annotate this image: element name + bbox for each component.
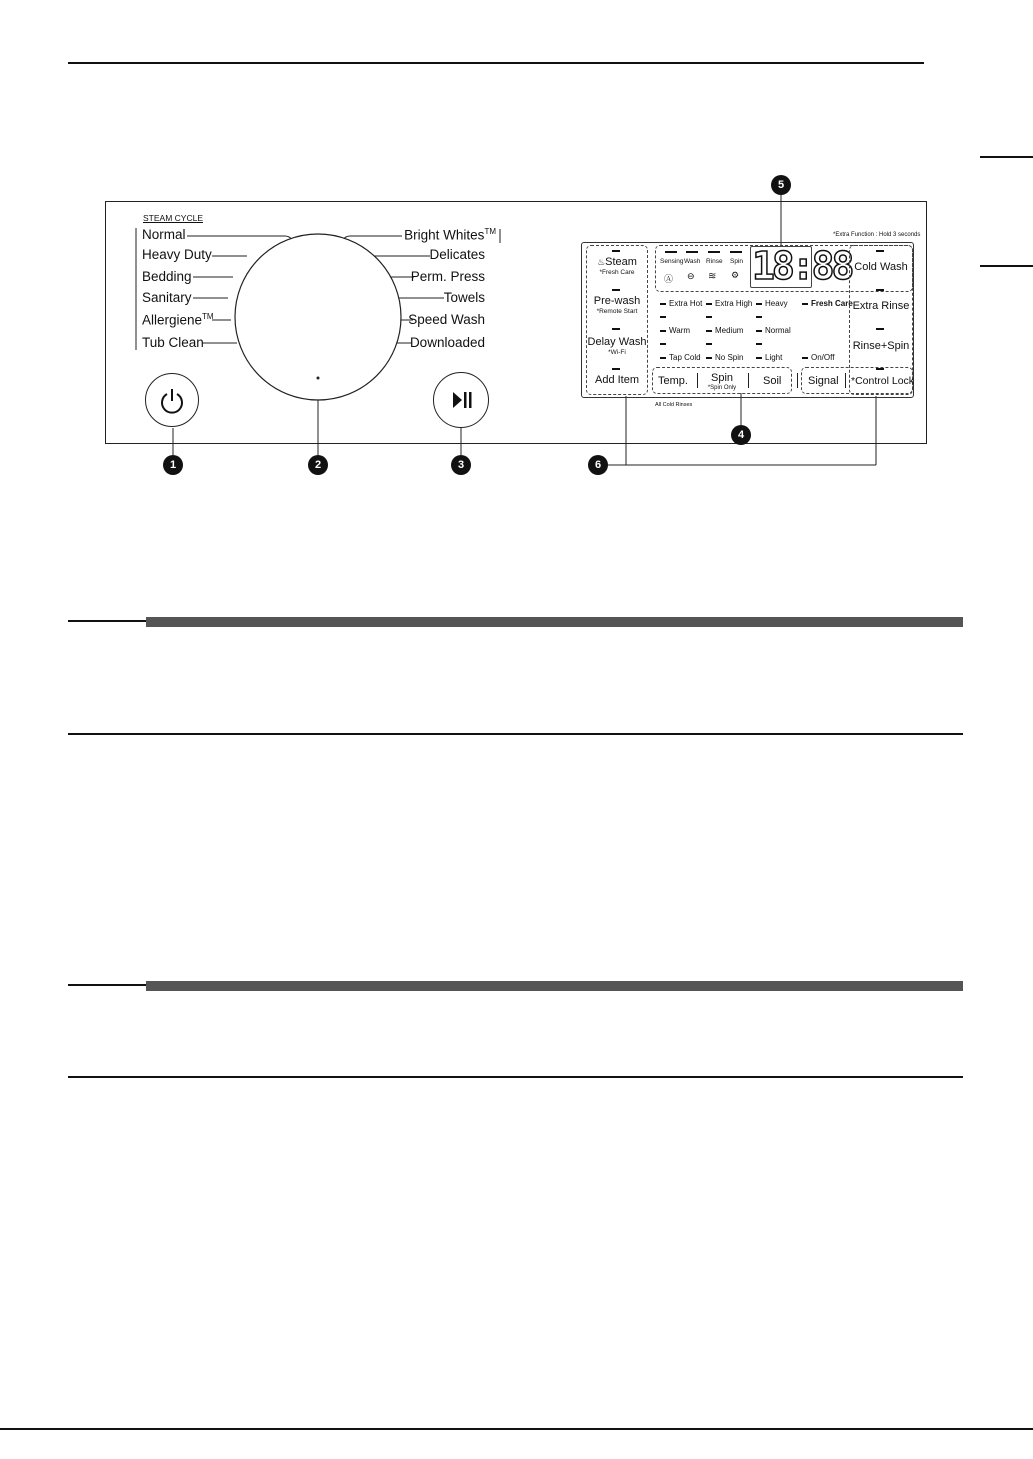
cycle-bright-whites-label: Bright Whites [404, 227, 485, 243]
time-digits: 18:88 [752, 244, 852, 288]
fresh-care-sub: *Fresh Care [599, 269, 635, 276]
trademark-mark: TM [484, 227, 496, 236]
section-rule-3 [68, 984, 148, 986]
section-rule-1 [68, 620, 148, 622]
temp-led-2 [660, 316, 666, 318]
power-button[interactable] [145, 373, 199, 427]
lock-icon: ⊖ [687, 272, 695, 282]
cycle-downloaded[interactable]: Downloaded [409, 335, 485, 350]
wifi-icon: ≋ [708, 271, 717, 282]
wifi-sub: *Wi-Fi [608, 349, 626, 356]
divider [748, 373, 749, 388]
play-pause-icon [434, 373, 488, 427]
divider [845, 373, 846, 388]
prewash-button[interactable]: Pre-wash [593, 295, 641, 307]
steam-cycle-label: STEAM CYCLE [143, 213, 203, 223]
steam-icon: ♨ [597, 257, 606, 267]
spin-extra-high: Extra High [706, 299, 752, 308]
spin-only-sub: *Spin Only [707, 385, 737, 391]
spin-no-spin: No Spin [706, 353, 743, 362]
status-rinse: Rinse [706, 258, 723, 265]
status-wash: Wash [684, 258, 701, 265]
extra-rinse-button[interactable]: Extra Rinse [852, 300, 910, 312]
callout-4: 4 [731, 425, 751, 445]
delay-wash-button[interactable]: Delay Wash [587, 336, 647, 348]
temp-tap-cold: Tap Cold [660, 353, 701, 362]
cycle-allergiene-label: Allergiene [142, 312, 203, 328]
cycle-bedding[interactable]: Bedding [142, 269, 192, 284]
cycle-normal[interactable]: Normal [142, 227, 186, 242]
add-item-led [612, 368, 620, 370]
section-rule-4 [68, 1076, 963, 1078]
ai-icon: Ⓐ [664, 275, 674, 285]
temp-button[interactable]: Temp. [658, 375, 688, 387]
cycle-perm-press[interactable]: Perm. Press [410, 269, 485, 284]
soil-normal: Normal [756, 326, 791, 335]
wash-led [686, 251, 698, 253]
cycle-sanitary[interactable]: Sanitary [142, 290, 192, 305]
on-off-indicator: On/Off [802, 353, 834, 362]
steam-led [612, 250, 620, 252]
callout-3: 3 [451, 455, 471, 475]
prewash-led [612, 289, 620, 291]
rinse-led [708, 251, 720, 253]
spin-led [730, 251, 742, 253]
soil-led-4 [756, 343, 762, 345]
callout-5: 5 [771, 175, 791, 195]
spin-button[interactable]: Spin [710, 372, 734, 384]
section-rule-2 [68, 733, 963, 735]
cycle-bright-whites[interactable] [404, 227, 496, 243]
cycle-allergiene[interactable] [142, 312, 214, 328]
remote-icon: ⚙ [731, 271, 740, 281]
callout-2: 2 [308, 455, 328, 475]
bottom-rule [0, 1428, 1033, 1430]
all-cold-rinses-label: All Cold Rinses [655, 402, 693, 408]
section-bar-1 [146, 617, 963, 627]
status-sensing: Sensing [660, 258, 684, 265]
section-bar-2 [146, 981, 963, 991]
start-pause-button[interactable] [433, 372, 489, 428]
delay-wash-led [612, 328, 620, 330]
spin-led-2 [706, 316, 712, 318]
control-lock-button[interactable]: *Control Lock [851, 375, 915, 387]
soil-led-2 [756, 316, 762, 318]
trademark-mark: TM [202, 312, 214, 321]
sensing-led [665, 251, 677, 253]
spin-medium: Medium [706, 326, 743, 335]
power-icon [146, 374, 198, 426]
divider [697, 373, 698, 388]
rinse-spin-button[interactable]: Rinse+Spin [852, 340, 910, 352]
soil-light: Light [756, 353, 782, 362]
steam-button-label: Steam [605, 256, 637, 268]
signal-button[interactable]: Signal [808, 375, 839, 387]
cold-wash-button[interactable]: Cold Wash [854, 261, 908, 273]
cycle-speed-wash[interactable]: Speed Wash [408, 312, 485, 327]
callout-1: 1 [163, 455, 183, 475]
cycle-tub-clean[interactable]: Tub Clean [142, 335, 204, 350]
temp-warm: Warm [660, 326, 690, 335]
remote-start-sub: *Remote Start [596, 308, 638, 315]
temp-led-4 [660, 343, 666, 345]
steam-button[interactable] [586, 256, 648, 268]
cycle-heavy-duty[interactable]: Heavy Duty [142, 247, 212, 262]
cold-wash-led [876, 250, 884, 252]
spin-led-4 [706, 343, 712, 345]
divider [797, 373, 798, 388]
fresh-care-indicator: Fresh Care [802, 299, 853, 308]
extra-rinse-led [876, 289, 884, 291]
cycle-towels[interactable]: Towels [443, 290, 485, 305]
add-item-button[interactable]: Add Item [594, 374, 640, 386]
cycle-delicates[interactable]: Delicates [429, 247, 485, 262]
extra-function-note: *Extra Function : Hold 3 seconds [833, 232, 921, 238]
callout-6: 6 [588, 455, 608, 475]
soil-heavy: Heavy [756, 299, 788, 308]
status-spin: Spin [730, 258, 744, 265]
rinse-spin-led [876, 328, 884, 330]
temp-extra-hot: Extra Hot [660, 299, 702, 308]
soil-button[interactable]: Soil [763, 375, 782, 387]
